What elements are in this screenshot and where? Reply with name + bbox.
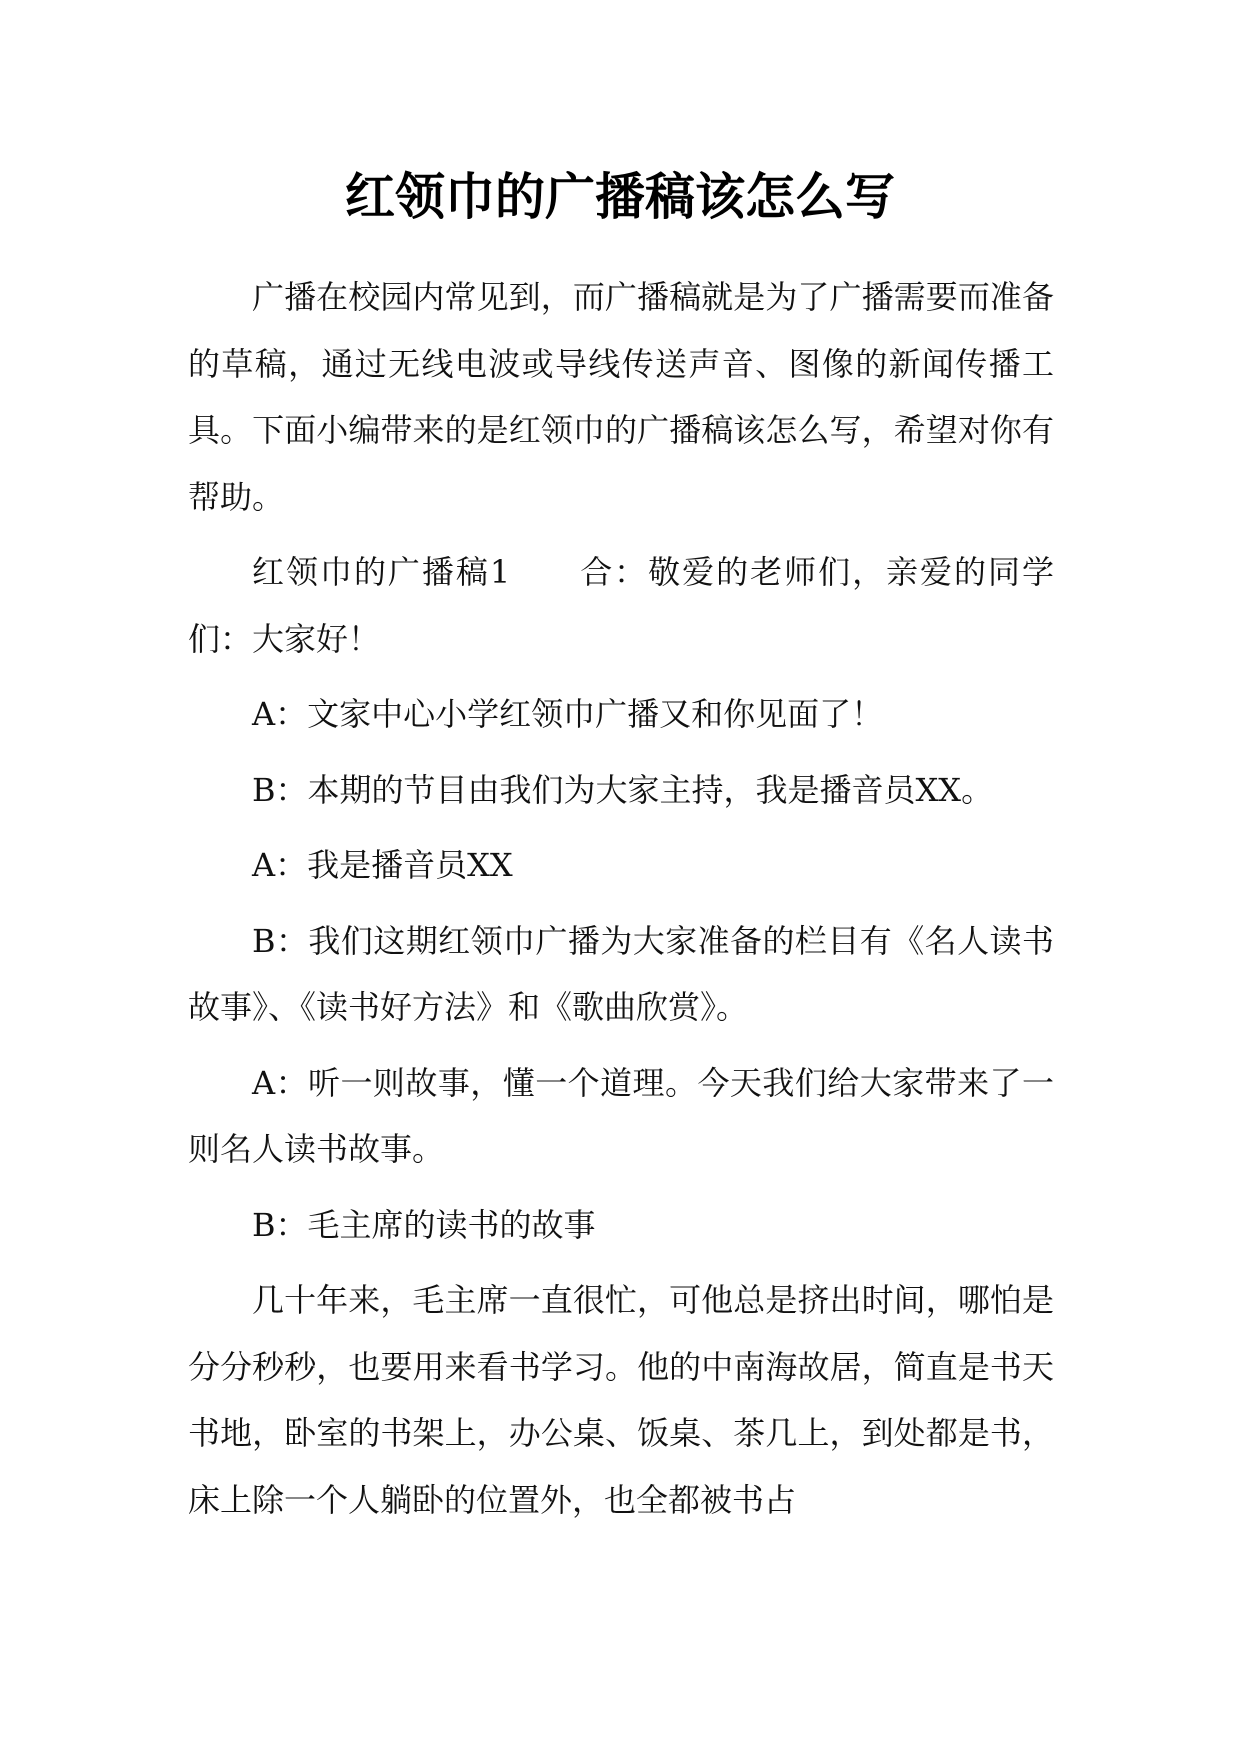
paragraph-line-b-host: B：本期的节目由我们为大家主持，我是播音员XX。 bbox=[252, 770, 994, 809]
paragraph-story-body: 几十年来，毛主席一直很忙，可他总是挤出时间，哪怕是分分秒秒，也要用来看书学习。他的中南海故居，简直是书天书地，卧室的书架上，办公桌、饭桌、茶几上，到处都是书，床上除一个人躺卧的位置外，也全都被书占 bbox=[188, 1281, 1054, 1519]
paragraph-line-b-program: B：我们这期红领巾广播为大家准备的栏目有《名人读书故事》、《读书好方法》和《歌曲欣赏》。 bbox=[188, 921, 1054, 1026]
document-title: 红领巾的广播稿该怎么写 bbox=[345, 167, 895, 226]
paragraph-greeting: 红领巾的广播稿1 合：敬爱的老师们，亲爱的同学们：大家好！ bbox=[188, 553, 1054, 658]
paragraph-line-a-story: A：听一则故事，懂一个道理。今天我们给大家带来了一则名人读书故事。 bbox=[188, 1063, 1054, 1168]
document-body bbox=[188, 264, 1054, 1542]
paragraph-line-a-host: A：我是播音员XX bbox=[252, 846, 513, 884]
paragraph-line-a-welcome: A：文家中心小学红领巾广播又和你见面了！ bbox=[252, 695, 884, 733]
paragraph-line-b-story-title: B：毛主席的读书的故事 bbox=[252, 1205, 596, 1244]
paragraph-intro: 广播在校园内常见到，而广播稿就是为了广播需要而准备的草稿，通过无线电波或导线传送声音、图像的新闻传播工具。下面小编带来的是红领巾的广播稿该怎么写，希望对你有帮助。 bbox=[188, 278, 1054, 516]
